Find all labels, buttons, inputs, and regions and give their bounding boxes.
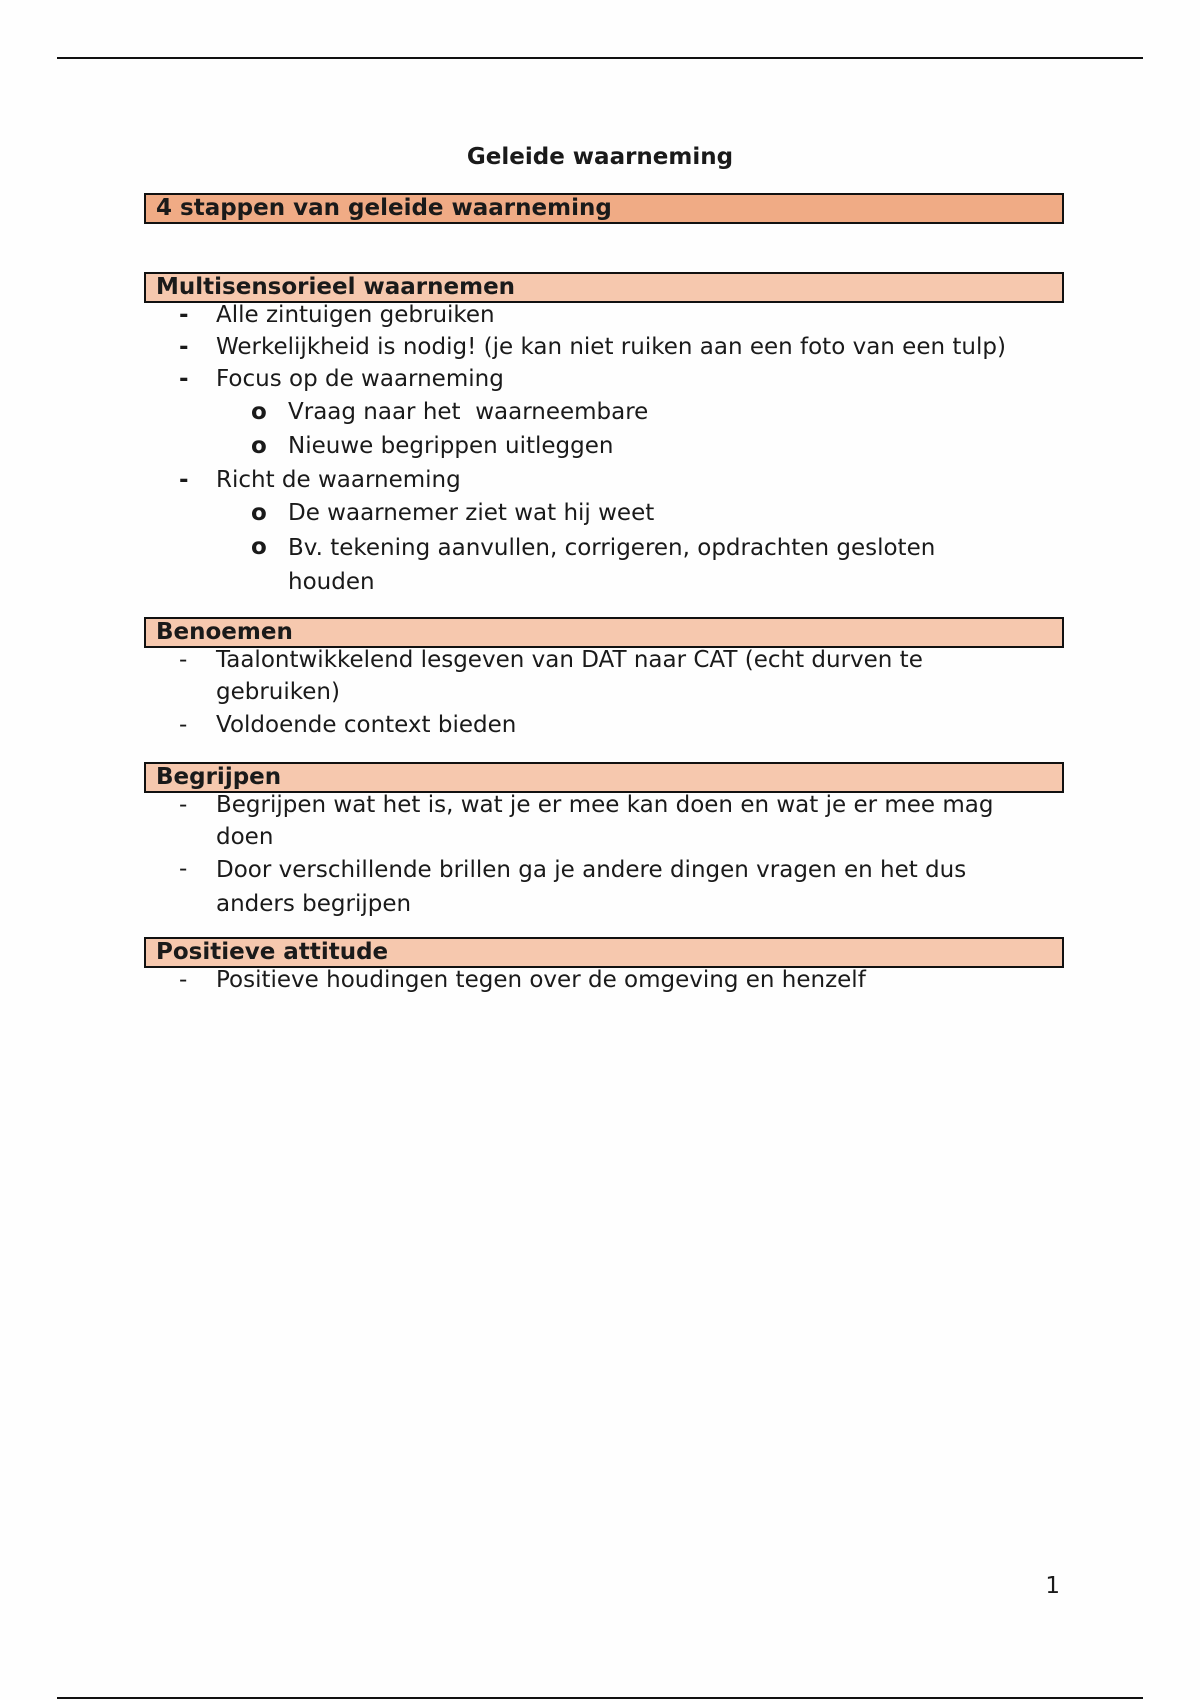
- page-number: 1: [1045, 1573, 1060, 1599]
- section-heading-begrijpen: Begrijpen: [144, 762, 1064, 793]
- bullet-dash: -: [179, 467, 189, 493]
- bullet-sub: o: [251, 399, 267, 425]
- section-heading-multisensorieel: Multisensorieel waarnemen: [144, 272, 1064, 303]
- bullet-dash: -: [179, 792, 188, 818]
- bullet-dash: -: [179, 647, 188, 673]
- sub-list-item: De waarnemer ziet wat hij weet: [288, 500, 655, 526]
- list-item: Taalontwikkelend lesgeven van DAT naar CAT (echt durven te gebruiken): [216, 647, 923, 705]
- list-item: Begrijpen wat het is, wat je er mee kan doen en wat je er mee mag doen: [216, 792, 994, 850]
- section-heading-positieve-attitude: Positieve attitude: [144, 937, 1064, 968]
- bullet-dash: -: [179, 366, 189, 392]
- list-item: Positieve houdingen tegen over de omgeving en henzelf: [216, 967, 866, 993]
- list-item: Voldoende context bieden: [216, 712, 517, 738]
- document-title: Geleide waarneming: [466, 144, 734, 170]
- bullet-sub: o: [251, 433, 267, 459]
- bullet-sub: o: [251, 534, 267, 560]
- sub-list-item: Nieuwe begrippen uitleggen: [288, 433, 614, 459]
- bullet-dash: -: [179, 967, 188, 993]
- main-heading: 4 stappen van geleide waarneming: [144, 193, 1064, 224]
- bullet-dash: -: [179, 334, 189, 360]
- bullet-dash: -: [179, 302, 189, 328]
- bullet-dash: -: [179, 856, 188, 882]
- list-item: Alle zintuigen gebruiken: [216, 302, 495, 328]
- top-rule: [57, 57, 1143, 59]
- section-heading-benoemen: Benoemen: [144, 617, 1064, 648]
- sub-list-item: Vraag naar het waarneembare: [288, 399, 649, 425]
- bullet-dash: -: [179, 712, 188, 738]
- list-item: Door verschillende brillen ga je andere dingen vragen en het dus anders begrijpen: [216, 857, 967, 917]
- list-item: Werkelijkheid is nodig! (je kan niet ruiken aan een foto van een tulp): [216, 334, 1006, 360]
- bullet-sub: o: [251, 500, 267, 526]
- list-item: Focus op de waarneming: [216, 366, 504, 392]
- bottom-rule: [57, 1697, 1143, 1699]
- sub-list-item: Bv. tekening aanvullen, corrigeren, opdrachten gesloten houden: [288, 535, 936, 595]
- list-item: Richt de waarneming: [216, 467, 461, 493]
